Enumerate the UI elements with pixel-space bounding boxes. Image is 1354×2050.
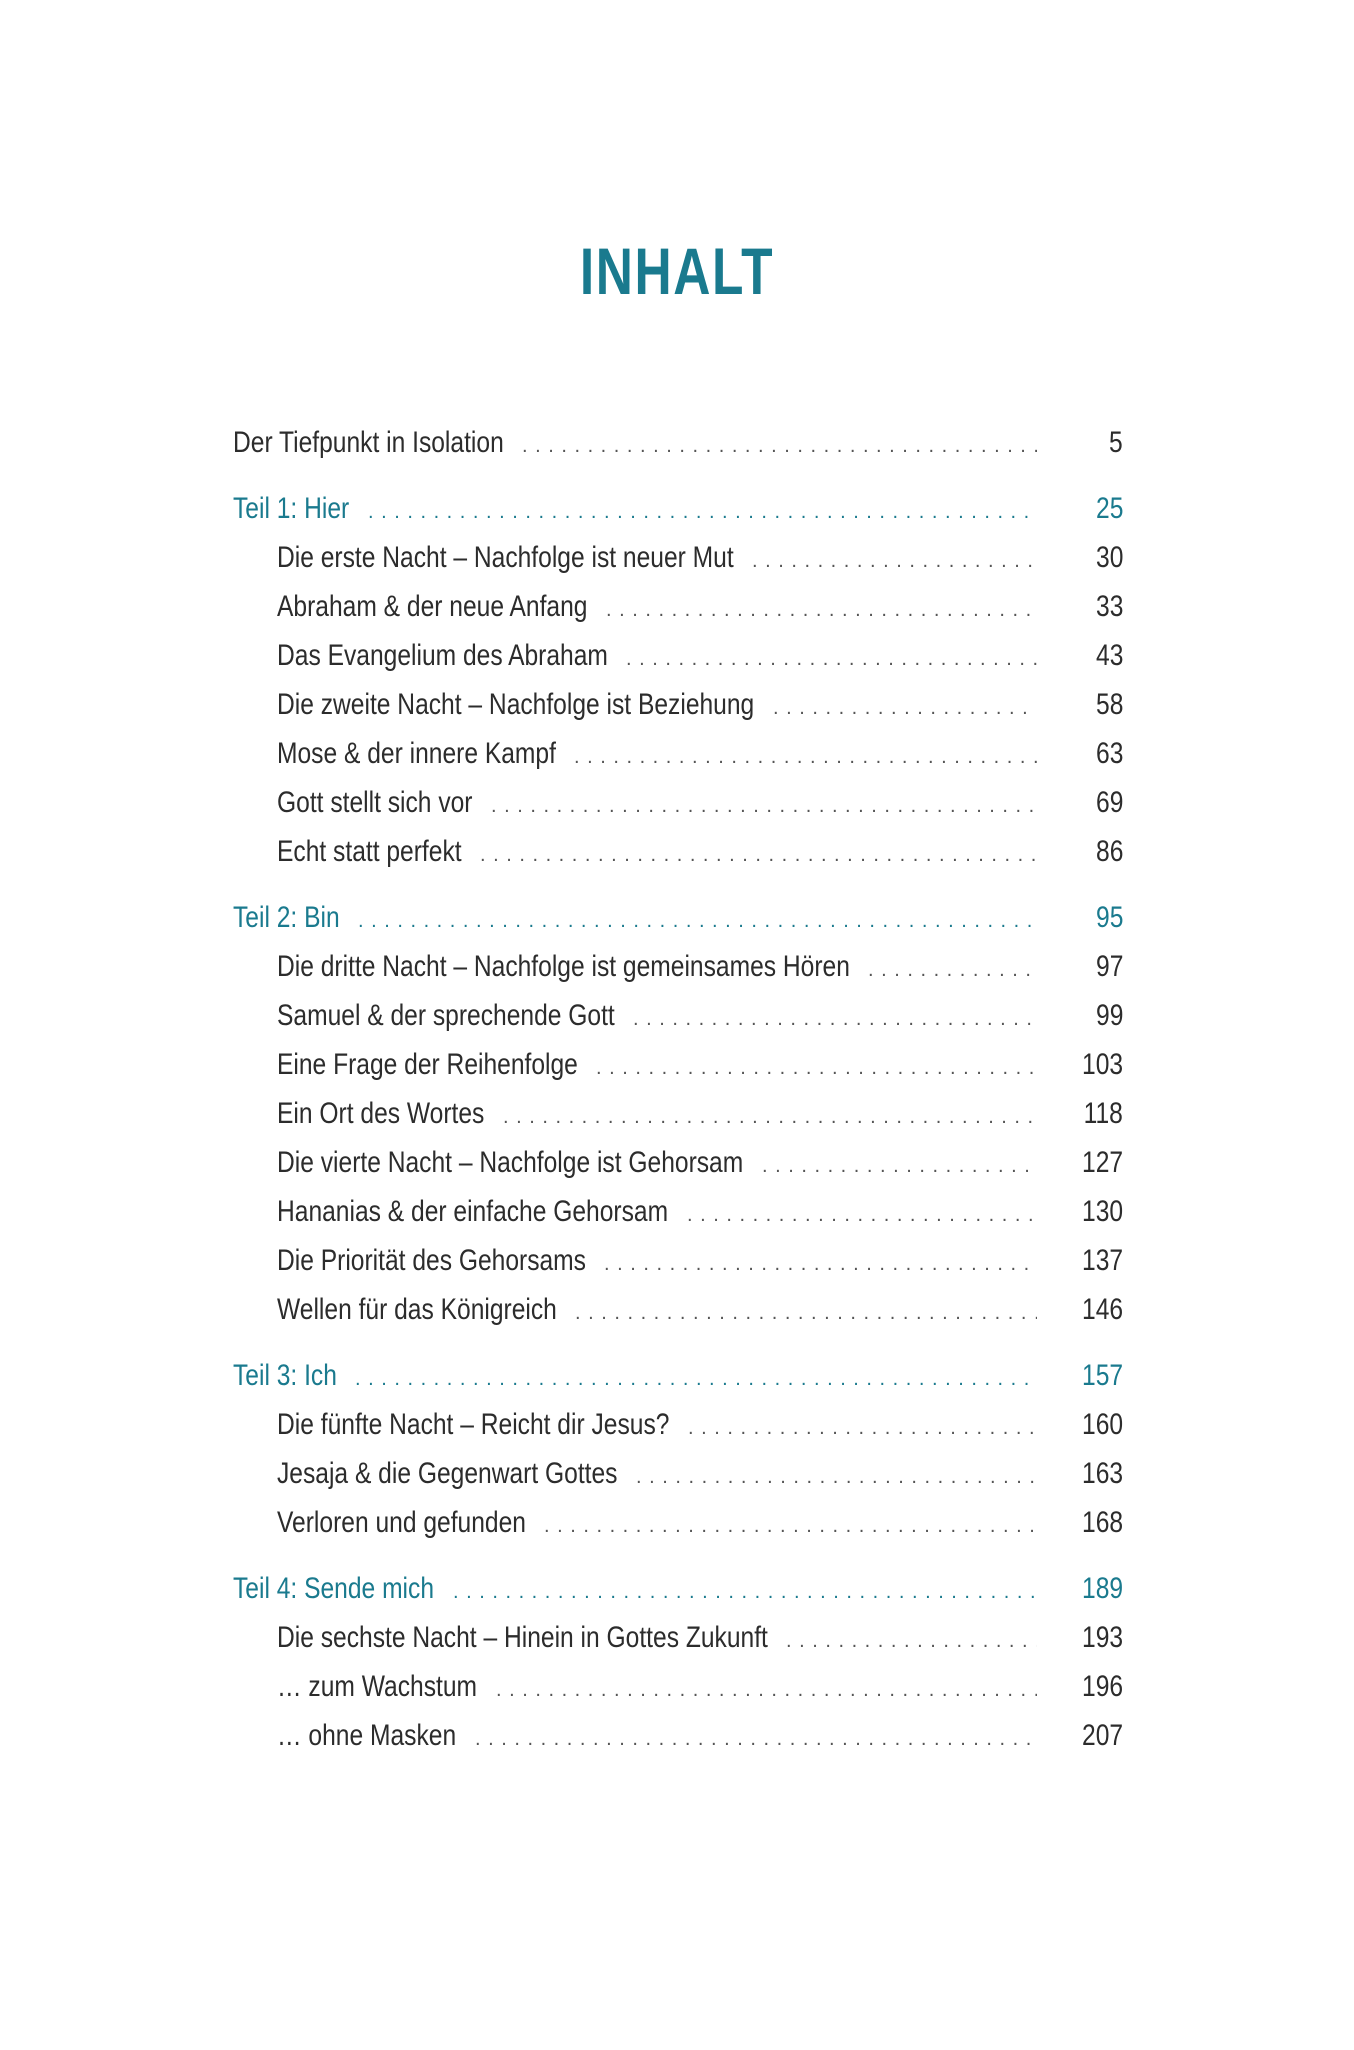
toc-entry-label: Verloren und gefunden [277,1506,526,1539]
toc-entry-label: Jesaja & die Gegenwart Gottes [277,1457,618,1490]
toc-entry[interactable] [233,1236,1123,1285]
toc-entry[interactable] [233,1138,1123,1187]
toc-part-label: Teil 1: Hier [233,492,350,525]
toc-entry-page: 69 [1095,786,1123,819]
toc-entry-label: Die sechste Nacht – Hinein in Gottes Zukunft [277,1621,768,1654]
dot-leader [453,1568,1037,1617]
dot-leader [475,1715,1037,1764]
dot-leader [633,995,1037,1044]
toc-entry[interactable] [233,827,1123,876]
dot-leader [522,422,1037,471]
toc-entry-page: 193 [1081,1621,1123,1654]
toc-entry-label: Eine Frage der Reihenfolge [277,1048,578,1081]
dot-leader [368,488,1037,537]
toc-part-2[interactable] [233,893,1123,942]
dot-leader [480,831,1037,880]
toc-entry-label: Abraham & der neue Anfang [277,590,588,623]
toc-entry[interactable] [233,991,1123,1040]
toc-entry-page: 99 [1095,999,1123,1032]
toc-entry-page: 137 [1081,1244,1123,1277]
toc-entry-label: Samuel & der sprechende Gott [277,999,615,1032]
dot-leader [868,946,1037,995]
toc-part-page: 95 [1095,901,1123,934]
toc-entry[interactable] [233,1498,1123,1547]
dot-leader [786,1617,1037,1666]
toc-entry[interactable] [233,1187,1123,1236]
toc-entry-page: 118 [1083,1097,1123,1130]
toc-part-1[interactable] [233,484,1123,533]
toc-entry-intro[interactable] [233,418,1123,467]
toc-entry-label: Die dritte Nacht – Nachfolge ist gemeinsames Hören [277,950,850,983]
toc-entry-label: Der Tiefpunkt in Isolation [233,426,504,459]
toc-entry-label: Die erste Nacht – Nachfolge ist neuer Mut [277,541,734,574]
toc-entry-label: … zum Wachstum [277,1670,478,1703]
toc-entry[interactable] [233,1613,1123,1662]
toc-entry-label: Hananias & der einfache Gehorsam [277,1195,669,1228]
toc-entry-page: 43 [1095,639,1123,672]
toc-entry[interactable] [233,582,1123,631]
toc-entry[interactable] [233,1662,1123,1711]
toc-entry[interactable] [233,680,1123,729]
toc-entry-page: 86 [1095,835,1123,868]
dot-leader [752,537,1037,586]
toc-entry[interactable] [233,729,1123,778]
toc-part-page: 157 [1081,1359,1123,1392]
dot-leader [636,1453,1037,1502]
toc-entry-page: 127 [1081,1146,1123,1179]
dot-leader [496,1666,1037,1715]
toc-entry[interactable] [233,778,1123,827]
toc-entry-page: 5 [1109,426,1123,459]
toc-entry-page: 163 [1081,1457,1123,1490]
toc-entry-label: Die Priorität des Gehorsams [277,1244,586,1277]
toc-entry-page: 168 [1081,1506,1123,1539]
toc-entry[interactable] [233,1040,1123,1089]
toc-entry-label: Wellen für das Königreich [277,1293,557,1326]
toc-entry[interactable] [233,1285,1123,1334]
toc-entry-label: Die zweite Nacht – Nachfolge ist Beziehung [277,688,755,721]
toc-entry-label: Die vierte Nacht – Nachfolge ist Gehorsam [277,1146,744,1179]
toc-entry-label: Das Evangelium des Abraham [277,639,608,672]
toc-entry-label: Die fünfte Nacht – Reicht dir Jesus? [277,1408,670,1441]
dot-leader [574,733,1037,782]
toc-entry-page: 160 [1081,1408,1123,1441]
dot-leader [596,1044,1037,1093]
dot-leader [773,684,1037,733]
dot-leader [604,1240,1037,1289]
dot-leader [491,782,1037,831]
dot-leader [687,1191,1037,1240]
dot-leader [503,1093,1037,1142]
toc-part-page: 189 [1081,1572,1123,1605]
toc-part-label: Teil 2: Bin [233,901,340,934]
toc-entry-page: 103 [1081,1048,1123,1081]
toc-entry[interactable] [233,1449,1123,1498]
toc-entry[interactable] [233,1711,1123,1760]
toc-entry-label: Gott stellt sich vor [277,786,473,819]
toc-entry-page: 97 [1095,950,1123,983]
toc-entry-label: Ein Ort des Wortes [277,1097,485,1130]
toc-entry[interactable] [233,533,1123,582]
toc-entry[interactable] [233,1400,1123,1449]
toc-entry-label: Mose & der innere Kampf [277,737,556,770]
dot-leader [688,1404,1037,1453]
toc-entry[interactable] [233,631,1123,680]
toc-entry-page: 146 [1081,1293,1123,1326]
table-of-contents [233,418,1123,1760]
dot-leader [606,586,1037,635]
toc-part-label: Teil 4: Sende mich [233,1572,435,1605]
toc-entry-page: 130 [1081,1195,1123,1228]
toc-part-3[interactable] [233,1351,1123,1400]
toc-entry-label: Echt statt perfekt [277,835,462,868]
dot-leader [355,1355,1037,1404]
dot-leader [575,1289,1037,1338]
toc-part-4[interactable] [233,1564,1123,1613]
toc-part-label: Teil 3: Ich [233,1359,337,1392]
dot-leader [626,635,1037,684]
toc-entry-page: 33 [1095,590,1123,623]
toc-entry-page: 196 [1081,1670,1123,1703]
toc-entry[interactable] [233,942,1123,991]
toc-entry[interactable] [233,1089,1123,1138]
toc-part-page: 25 [1095,492,1123,525]
page-title: INHALT [579,234,775,308]
dot-leader [762,1142,1037,1191]
toc-entry-label: … ohne Masken [277,1719,457,1752]
toc-entry-page: 207 [1081,1719,1123,1752]
toc-entry-page: 58 [1095,688,1123,721]
dot-leader [544,1502,1037,1551]
toc-entry-page: 30 [1095,541,1123,574]
toc-entry-page: 63 [1095,737,1123,770]
dot-leader [358,897,1037,946]
